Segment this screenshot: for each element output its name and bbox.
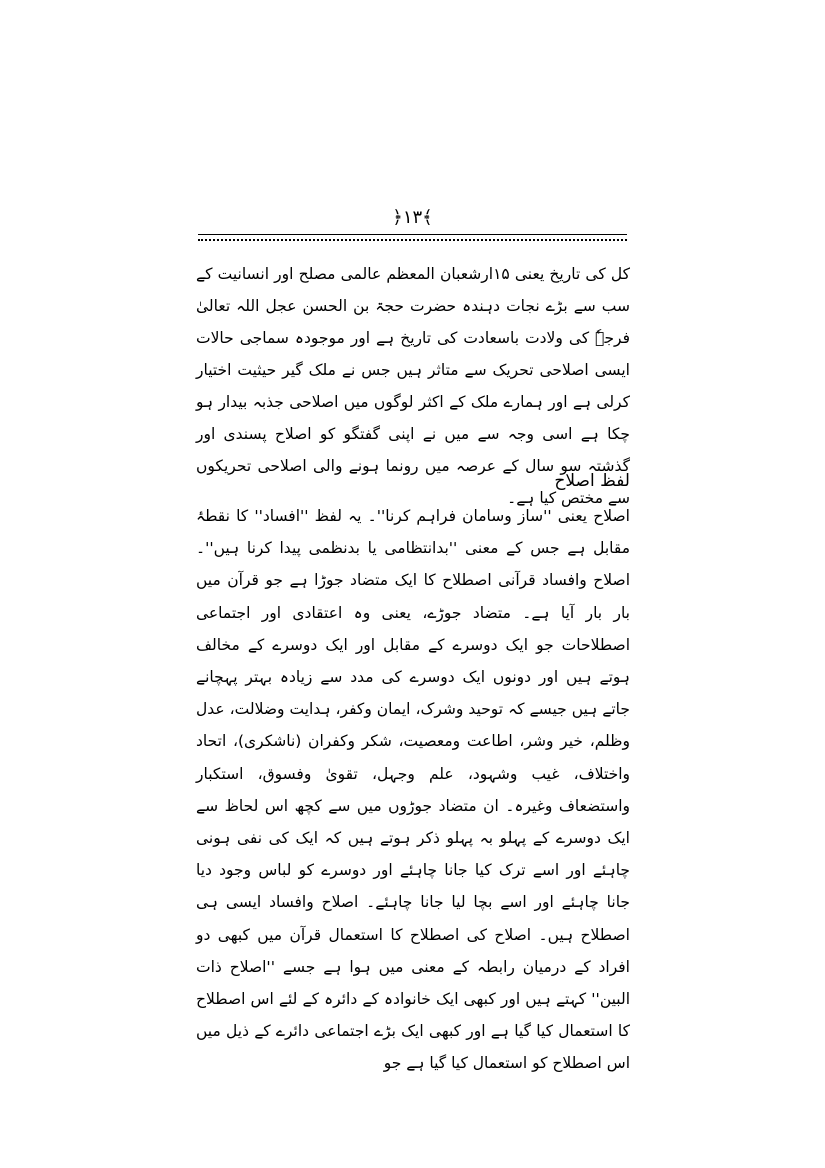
intro-paragraph-text: کل کی تاریخ یعنی ۱۵ارشعبان المعظم عالمی مصلح اور انسانیت کے سب سے بڑے نجات دہندہ حضرت حجۃ بن الحسن عجل اللہ تعالیٰ فرجہٗ کی ولادت باسعادت کی تاریخ ہے اور موجودہ سماجی حالات ایسی اصلاحی تحریک سے متاثر ہیں جس نے ملک گیر حیثیت اختیار کرلی ہے اور ہمارے ملک کے اکثر لوگوں میں اصلاحی جذبہ بیدار ہو چکا ہے اسی وجہ سے میں نے اپنی گفتگو کو اصلاح پسندی اور گذشتہ سو سال کے عرصہ میں رونما ہونے والی اصلاحی تحریکوں سے مختص کیا ہے۔ xyxy=(196,265,630,507)
body-paragraph xyxy=(196,500,630,1080)
section-heading: لفظ اصلاح xyxy=(554,471,630,491)
body-paragraph-text: اصلاح یعنی ''ساز وسامان فراہم کرنا''۔ یہ لفظ ''افساد'' کا نقطۂ مقابل ہے جس کے معنی ''بدانتظامی یا بدنظمی پیدا کرنا ہیں''۔ اصلاح وافساد قرآنی اصطلاح کا ایک متضاد جوڑا ہے جو قرآن میں بار بار آیا ہے۔ متضاد جوڑے، یعنی وہ اعتقادی اور اجتماعی اصطلاحات جو ایک دوسرے کے مقابل اور ایک دوسرے کے مخالف ہوتے ہیں اور دونوں ایک دوسرے کی مدد سے زیادہ بہتر پہچانے جاتے ہیں جیسے کہ توحید وشرک، ایمان وکفر، ہدایت وضلالت، عدل وظلم، خیر وشر، اطاعت ومعصیت، شکر وکفران (ناشکری)، اتحاد واختلاف، غیب وشہود، علم وجہل، تقویٰ وفسوق، استکبار واستضعاف وغیرہ۔ ان متضاد جوڑوں میں سے کچھ اس لحاظ سے ایک دوسرے کے پہلو بہ پہلو ذکر ہوتے ہیں کہ ایک کی نفی ہونی چاہئے اور اسے ترک کیا جانا چاہئے اور دوسرے کو لباس وجود دیا جانا چاہئے اور اسے بچا لیا جانا چاہئے۔ اصلاح وافساد ایسی ہی اصطلاح ہیں۔ اصلاح کی اصطلاح کا استعمال قرآن میں کبھی دو افراد کے درمیان رابطہ کے معنی میں ہوا ہے جسے ''اصلاح ذات البین'' کہتے ہیں اور کبھی ایک خانوادہ کے دائرہ کے لئے اس اصطلاح کا استعمال کیا گیا ہے اور کبھی ایک بڑے اجتماعی دائرے کے ذیل میں اس اصطلاح کو استعمال کیا گیا ہے جو xyxy=(196,507,630,1073)
header-divider xyxy=(198,234,627,241)
page-number: ﴿۱۳﴾ xyxy=(392,207,433,228)
